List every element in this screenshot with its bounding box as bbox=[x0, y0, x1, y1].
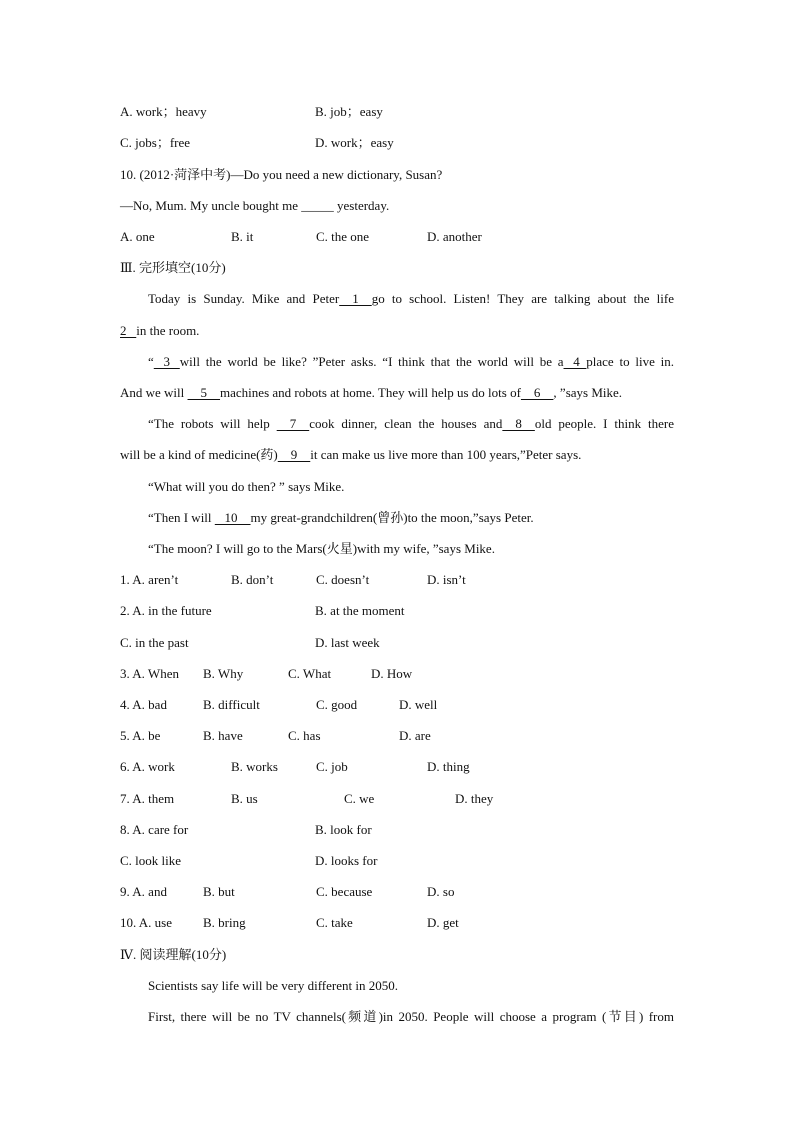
cloze-line-8 bbox=[148, 510, 534, 526]
q1-option-b: B. don’t bbox=[231, 572, 274, 587]
cloze-text: my great-grandchildren(曾孙)to the moon,”says Peter. bbox=[250, 510, 534, 525]
reading-paragraph-1: Scientists say life will be very different in 2050. bbox=[148, 978, 398, 993]
q3-option-a: 3. A. When bbox=[120, 666, 179, 681]
cloze-text: place to live in. bbox=[586, 354, 674, 369]
cloze-text: Today is Sunday. Mike and Peter bbox=[148, 291, 340, 306]
q9-option-b: B. but bbox=[203, 884, 235, 899]
cloze-text: And we will bbox=[120, 385, 188, 400]
cloze-blank-2: 2 bbox=[120, 323, 137, 338]
q2-option-b: B. at the moment bbox=[315, 603, 405, 618]
cloze-line-9: “The moon? I will go to the Mars(火星)with my wife, ”says Mike. bbox=[148, 541, 495, 556]
q2-option-c: C. in the past bbox=[120, 635, 189, 650]
q9-option-c: C. jobs；free bbox=[120, 135, 191, 150]
q1-option-a: 1. A. aren’t bbox=[120, 572, 179, 587]
cloze-text: “ bbox=[148, 354, 154, 369]
cloze-blank-6: 6 bbox=[520, 385, 554, 400]
q2-option-a: 2. A. in the future bbox=[120, 603, 212, 618]
q9-option-d: D. so bbox=[427, 884, 455, 899]
q9-option-c: C. because bbox=[316, 884, 373, 899]
q6-option-a: 6. A. work bbox=[120, 759, 175, 774]
q9-option-b: B. job；easy bbox=[315, 104, 383, 119]
cloze-line-4 bbox=[120, 385, 622, 401]
cloze-blank-3: 3 bbox=[153, 354, 180, 369]
cloze-blank-5: 5 bbox=[187, 385, 221, 400]
cloze-line-5 bbox=[148, 416, 674, 432]
q9-option-a: A. work；heavy bbox=[120, 104, 207, 119]
q4-option-d: D. well bbox=[399, 697, 438, 712]
q3-option-d: D. How bbox=[371, 666, 413, 681]
q3-option-b: B. Why bbox=[203, 666, 244, 681]
reading-paragraph-2: First, there will be no TV channels(频道)in 2050. People will choose a program (节目) from bbox=[148, 1009, 674, 1024]
q10-option-d: D. another bbox=[427, 229, 482, 244]
cloze-blank-4: 4 bbox=[563, 354, 587, 369]
cloze-text: go to school. Listen! They are talking about the life bbox=[371, 291, 674, 306]
q8-option-b: B. look for bbox=[315, 822, 372, 837]
q6-option-d: D. thing bbox=[427, 759, 470, 774]
q4-option-a: 4. A. bad bbox=[120, 697, 167, 712]
q10-reply bbox=[120, 198, 389, 214]
q5-option-a: 5. A. be bbox=[120, 728, 161, 743]
q10-option-c: C. the one bbox=[316, 229, 370, 244]
cloze-text: will be a kind of medicine(药) bbox=[120, 447, 278, 462]
q10-option-c: C. take bbox=[316, 915, 353, 930]
cloze-text: , ”says Mike. bbox=[553, 385, 623, 400]
q7-option-b: B. us bbox=[231, 791, 258, 806]
cloze-text: “Then I will bbox=[148, 510, 215, 525]
cloze-blank-7: 7 bbox=[276, 416, 310, 431]
cloze-text: machines and robots at home. They will help us do lots of bbox=[220, 385, 521, 400]
cloze-text: old people. I think there bbox=[534, 416, 674, 431]
q10-option-a: 10. A. use bbox=[120, 915, 172, 930]
q8-option-d: D. looks for bbox=[315, 853, 378, 868]
q8-option-a: 8. A. care for bbox=[120, 822, 189, 837]
q10-stem: 10. (2012·菏泽中考)—Do you need a new dictionary, Susan? bbox=[120, 167, 443, 182]
q5-option-c: C. has bbox=[288, 728, 321, 743]
q1-option-c: C. doesn’t bbox=[316, 572, 370, 587]
q3-option-c: C. What bbox=[288, 666, 332, 681]
q10-option-b: B. it bbox=[231, 229, 254, 244]
q1-option-d: D. isn’t bbox=[427, 572, 466, 587]
cloze-line-6 bbox=[120, 447, 581, 463]
q10-reply-after: yesterday. bbox=[333, 198, 390, 213]
q4-option-c: C. good bbox=[316, 697, 358, 712]
cloze-line-3 bbox=[148, 354, 674, 370]
q5-option-d: D. are bbox=[399, 728, 431, 743]
section4-heading: Ⅳ. 阅读理解(10分) bbox=[120, 947, 227, 962]
q10-reply-before: —No, Mum. My uncle bought me bbox=[120, 198, 302, 213]
q4-option-b: B. difficult bbox=[203, 697, 260, 712]
q7-option-a: 7. A. them bbox=[120, 791, 175, 806]
cloze-blank-9: 9 bbox=[277, 447, 311, 462]
q6-option-c: C. job bbox=[316, 759, 348, 774]
cloze-blank-1: 1 bbox=[339, 291, 372, 306]
cloze-text: will the world be like? ”Peter asks. “I think that the world will be a bbox=[179, 354, 564, 369]
q10-blank: _____ bbox=[301, 198, 334, 213]
cloze-line-7: “What will you do then? ” says Mike. bbox=[148, 479, 345, 494]
cloze-text: cook dinner, clean the houses and bbox=[309, 416, 503, 431]
cloze-text: it can make us live more than 100 years,”Peter says. bbox=[310, 447, 582, 462]
cloze-blank-10: 10 bbox=[214, 510, 251, 525]
q9-option-a: 9. A. and bbox=[120, 884, 167, 899]
q10-option-b: B. bring bbox=[203, 915, 246, 930]
q2-option-d: D. last week bbox=[315, 635, 380, 650]
q7-option-d: D. they bbox=[455, 791, 494, 806]
cloze-line-1 bbox=[148, 291, 674, 307]
q10-option-a: A. one bbox=[120, 229, 155, 244]
cloze-text: “The robots will help bbox=[148, 416, 277, 431]
cloze-line-2 bbox=[120, 323, 199, 339]
q7-option-c: C. we bbox=[344, 791, 375, 806]
q6-option-b: B. works bbox=[231, 759, 278, 774]
cloze-blank-8: 8 bbox=[502, 416, 535, 431]
q8-option-c: C. look like bbox=[120, 853, 182, 868]
cloze-text: in the room. bbox=[136, 323, 200, 338]
q10-option-d: D. get bbox=[427, 915, 459, 930]
section3-heading: Ⅲ. 完形填空(10分) bbox=[120, 260, 226, 275]
q9-option-d: D. work；easy bbox=[315, 135, 394, 150]
q5-option-b: B. have bbox=[203, 728, 243, 743]
